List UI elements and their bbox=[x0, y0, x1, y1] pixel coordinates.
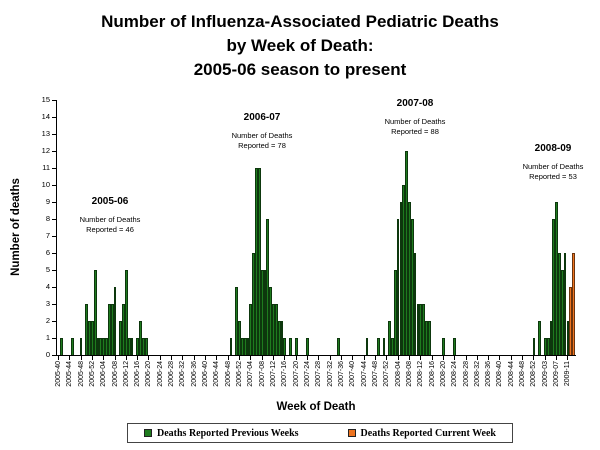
x-tick-mark bbox=[171, 356, 172, 360]
x-tick-mark bbox=[137, 356, 138, 360]
bar-2007-51 bbox=[383, 338, 386, 355]
y-tick-label: 11 bbox=[42, 163, 50, 172]
x-tick-label: 2005-44 bbox=[66, 361, 74, 387]
x-tick-mark bbox=[194, 356, 195, 360]
y-tick-mark bbox=[52, 168, 56, 169]
x-tick-mark bbox=[160, 356, 161, 360]
bar-2008-52 bbox=[533, 338, 536, 355]
y-tick-label: 9 bbox=[45, 197, 50, 206]
bar-2006-08 bbox=[114, 287, 117, 355]
y-tick-label: 0 bbox=[45, 350, 50, 359]
x-tick-mark bbox=[250, 356, 251, 360]
y-tick-mark bbox=[52, 134, 56, 135]
x-tick-mark bbox=[499, 356, 500, 360]
chart-title bbox=[0, 10, 600, 82]
season-label: 2008-09 bbox=[534, 143, 572, 154]
x-tick-label: 2006-48 bbox=[224, 361, 232, 387]
x-axis-title: Week of Death bbox=[276, 401, 356, 413]
x-tick-label: 2008-08 bbox=[405, 361, 413, 387]
season-label: 2005-06 bbox=[91, 196, 129, 207]
x-tick-mark bbox=[533, 356, 534, 360]
x-tick-mark bbox=[443, 356, 444, 360]
y-tick-mark bbox=[52, 321, 56, 322]
bar-2005-45 bbox=[71, 338, 74, 355]
season-note: Number of Deaths Reported = 88 bbox=[384, 117, 446, 136]
y-tick-label: 7 bbox=[45, 231, 50, 240]
x-tick-mark bbox=[386, 356, 387, 360]
bar-2009-13 bbox=[572, 253, 575, 355]
x-tick-label: 2007-52 bbox=[383, 361, 391, 387]
y-tick-mark bbox=[52, 253, 56, 254]
chart-title-line2: by Week of Death: bbox=[226, 36, 374, 55]
x-tick-mark bbox=[511, 356, 512, 360]
x-tick-label: 2008-40 bbox=[496, 361, 504, 387]
bar-2005-41 bbox=[60, 338, 63, 355]
y-tick-mark bbox=[52, 185, 56, 186]
x-tick-mark bbox=[182, 356, 183, 360]
x-tick-label: 2008-16 bbox=[428, 361, 436, 387]
x-tick-mark bbox=[488, 356, 489, 360]
x-tick-mark bbox=[330, 356, 331, 360]
season-label: 2006-07 bbox=[243, 112, 281, 123]
x-tick-label: 2007-08 bbox=[258, 361, 266, 387]
y-tick-mark bbox=[52, 236, 56, 237]
annotation-2005-06 bbox=[55, 196, 165, 234]
bar-2008-24 bbox=[453, 338, 456, 355]
x-tick-mark bbox=[216, 356, 217, 360]
x-tick-label: 2006-28 bbox=[168, 361, 176, 387]
x-tick-mark bbox=[545, 356, 546, 360]
bar-2008-15 bbox=[428, 321, 431, 355]
legend bbox=[127, 423, 513, 443]
x-tick-mark bbox=[69, 356, 70, 360]
x-tick-label: 2006-08 bbox=[111, 361, 119, 387]
x-tick-label: 2006-16 bbox=[134, 361, 142, 387]
x-tick-label: 2007-48 bbox=[371, 361, 379, 387]
x-tick-mark bbox=[454, 356, 455, 360]
y-tick-mark bbox=[52, 287, 56, 288]
x-tick-mark bbox=[103, 356, 104, 360]
x-tick-mark bbox=[466, 356, 467, 360]
x-tick-mark bbox=[522, 356, 523, 360]
season-label: 2007-08 bbox=[396, 98, 434, 109]
x-tick-label: 2008-32 bbox=[473, 361, 481, 387]
x-tick-label: 2008-36 bbox=[485, 361, 493, 387]
x-tick-label: 2005-52 bbox=[88, 361, 96, 387]
bar-2007-20 bbox=[295, 338, 298, 355]
orange-square-icon bbox=[348, 429, 356, 437]
x-tick-label: 2009-11 bbox=[564, 361, 572, 387]
x-tick-mark bbox=[126, 356, 127, 360]
x-tick-mark bbox=[352, 356, 353, 360]
x-tick-label: 2009-03 bbox=[541, 361, 549, 387]
y-tick-label: 6 bbox=[45, 248, 50, 257]
legend-item-current-week bbox=[348, 428, 496, 439]
bar-2008-20 bbox=[442, 338, 445, 355]
annotation-2006-07 bbox=[207, 112, 317, 150]
y-tick-mark bbox=[52, 338, 56, 339]
x-tick-mark bbox=[262, 356, 263, 360]
x-tick-mark bbox=[567, 356, 568, 360]
annotation-2008-09 bbox=[498, 143, 600, 181]
green-square-icon bbox=[144, 429, 152, 437]
y-tick-mark bbox=[52, 270, 56, 271]
bar-2007-18 bbox=[289, 338, 292, 355]
x-tick-label: 2006-32 bbox=[179, 361, 187, 387]
x-tick-label: 2007-32 bbox=[326, 361, 334, 387]
legend-label-current-week: Deaths Reported Current Week bbox=[360, 427, 496, 439]
x-tick-label: 2007-16 bbox=[281, 361, 289, 387]
season-note: Number of Deaths Reported = 78 bbox=[231, 131, 293, 150]
x-tick-label: 2009-07 bbox=[553, 361, 561, 387]
x-tick-label: 2008-52 bbox=[530, 361, 538, 387]
x-tick-label: 2007-20 bbox=[292, 361, 300, 387]
bar-2007-35 bbox=[337, 338, 340, 355]
y-tick-label: 13 bbox=[41, 129, 50, 138]
x-tick-label: 2008-28 bbox=[462, 361, 470, 387]
x-tick-mark bbox=[307, 356, 308, 360]
chart-title-line1: Number of Influenza-Associated Pediatric Deaths bbox=[101, 12, 499, 31]
x-tick-mark bbox=[92, 356, 93, 360]
x-tick-label: 2006-36 bbox=[190, 361, 198, 387]
bar-2007-49 bbox=[377, 338, 380, 355]
x-tick-label: 2006-44 bbox=[213, 361, 221, 387]
x-tick-label: 2006-40 bbox=[202, 361, 210, 387]
x-tick-label: 2007-44 bbox=[360, 361, 368, 387]
bar-2007-16 bbox=[283, 338, 286, 355]
y-tick-label: 2 bbox=[45, 316, 50, 325]
bar-2005-48 bbox=[80, 338, 83, 355]
y-axis-title: Number of deaths bbox=[10, 178, 22, 276]
y-tick-mark bbox=[52, 117, 56, 118]
x-tick-label: 2005-48 bbox=[77, 361, 85, 387]
y-tick-label: 1 bbox=[45, 333, 50, 342]
x-tick-label: 2007-36 bbox=[337, 361, 345, 387]
x-tick-mark bbox=[148, 356, 149, 360]
x-tick-mark bbox=[375, 356, 376, 360]
bar-2006-19 bbox=[145, 338, 148, 355]
x-tick-label: 2006-24 bbox=[156, 361, 164, 387]
y-tick-label: 15 bbox=[41, 95, 50, 104]
y-tick-label: 14 bbox=[41, 112, 50, 121]
x-tick-label: 2007-24 bbox=[304, 361, 311, 387]
x-tick-label: 2007-04 bbox=[247, 361, 255, 387]
x-tick-mark bbox=[228, 356, 229, 360]
x-tick-mark bbox=[477, 356, 478, 360]
x-tick-mark bbox=[318, 356, 319, 360]
x-tick-mark bbox=[205, 356, 206, 360]
x-tick-mark bbox=[420, 356, 421, 360]
x-tick-mark bbox=[432, 356, 433, 360]
legend-label-previous-weeks: Deaths Reported Previous Weeks bbox=[157, 427, 299, 439]
y-tick-label: 4 bbox=[45, 282, 50, 291]
y-tick-label: 5 bbox=[45, 265, 50, 274]
bar-2006-14 bbox=[131, 338, 134, 355]
y-tick-mark bbox=[52, 151, 56, 152]
x-tick-mark bbox=[409, 356, 410, 360]
x-tick-label: 2008-04 bbox=[394, 361, 402, 387]
season-note: Number of Deaths Reported = 53 bbox=[522, 162, 584, 181]
x-tick-label: 2008-12 bbox=[417, 361, 425, 387]
x-tick-label: 2006-12 bbox=[122, 361, 130, 387]
bar-2007-24 bbox=[306, 338, 309, 355]
x-tick-mark bbox=[556, 356, 557, 360]
x-tick-label: 2006-52 bbox=[236, 361, 244, 387]
y-tick-label: 12 bbox=[41, 146, 50, 155]
y-tick-label: 3 bbox=[45, 299, 50, 308]
x-tick-mark bbox=[364, 356, 365, 360]
x-tick-mark bbox=[296, 356, 297, 360]
annotation-2007-08 bbox=[360, 98, 470, 136]
x-tick-label: 2008-44 bbox=[507, 361, 515, 387]
x-tick-mark bbox=[115, 356, 116, 360]
bar-2007-45 bbox=[366, 338, 369, 355]
y-tick-mark bbox=[52, 304, 56, 305]
y-tick-label: 10 bbox=[41, 180, 50, 189]
bar-2009-01 bbox=[538, 321, 541, 355]
x-tick-mark bbox=[81, 356, 82, 360]
x-tick-label: 2007-12 bbox=[270, 361, 278, 387]
x-tick-label: 2008-20 bbox=[439, 361, 447, 387]
x-tick-label: 2007-40 bbox=[349, 361, 357, 387]
x-tick-mark bbox=[239, 356, 240, 360]
y-tick-mark bbox=[52, 355, 56, 356]
season-note: Number of Deaths Reported = 46 bbox=[79, 215, 141, 234]
x-tick-mark bbox=[284, 356, 285, 360]
x-tick-mark bbox=[273, 356, 274, 360]
x-tick-mark bbox=[58, 356, 59, 360]
legend-item-previous-weeks bbox=[144, 428, 299, 439]
x-tick-label: 2006-04 bbox=[100, 361, 108, 387]
y-tick-mark bbox=[52, 100, 56, 101]
y-tick-label: 8 bbox=[45, 214, 50, 223]
x-tick-label: 2008-24 bbox=[451, 361, 459, 387]
x-tick-mark bbox=[341, 356, 342, 360]
x-tick-label: 2007-28 bbox=[315, 361, 323, 387]
x-tick-label: 2006-20 bbox=[145, 361, 153, 387]
chart-title-line3: 2005-06 season to present bbox=[193, 60, 407, 79]
x-tick-label: 2008-48 bbox=[519, 361, 527, 387]
bar-2006-49 bbox=[230, 338, 233, 355]
x-tick-mark bbox=[398, 356, 399, 360]
x-tick-label: 2005-40 bbox=[54, 361, 62, 387]
x-axis-line bbox=[56, 355, 576, 356]
